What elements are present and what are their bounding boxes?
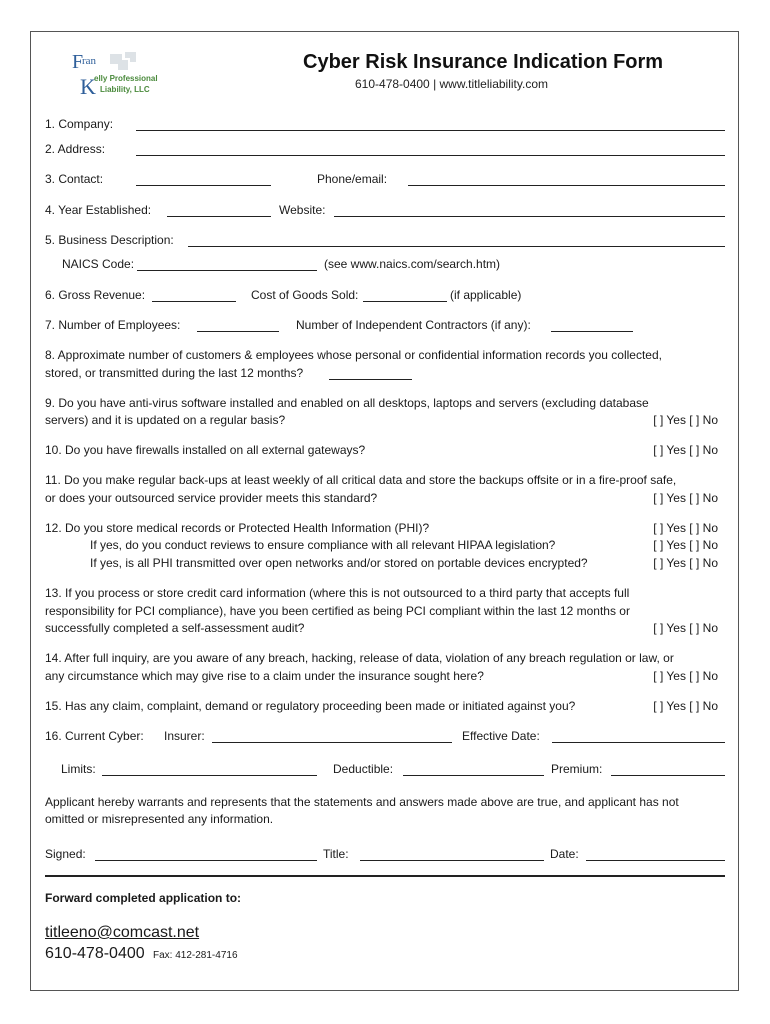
- q13-text-line3: successfully completed a self-assessment audit?: [45, 621, 305, 635]
- premium-field[interactable]: [611, 775, 725, 776]
- q14-text-line1: 14. After full inquiry, are you aware of any breach, hacking, release of data, violation of any breach regulation or law, or: [45, 651, 674, 665]
- title-field[interactable]: [360, 860, 544, 861]
- year-established-field[interactable]: [167, 216, 271, 217]
- employees-field[interactable]: [197, 331, 279, 332]
- q13-yes-no-checkboxes[interactable]: [ ] Yes [ ] No: [653, 621, 718, 635]
- form-title: Cyber Risk Insurance Indication Form: [303, 51, 664, 73]
- q9-text-line2: servers) and it is updated on a regular basis?: [45, 413, 286, 427]
- naics-field[interactable]: [137, 270, 317, 271]
- limits-label: Limits:: [61, 762, 96, 776]
- deductible-label: Deductible:: [333, 762, 394, 776]
- signed-field[interactable]: [95, 860, 317, 861]
- business-description-field[interactable]: [188, 246, 725, 247]
- naics-label: NAICS Code:: [62, 257, 135, 271]
- contact-phone: 610-478-0400: [45, 945, 145, 962]
- limits-field[interactable]: [102, 775, 317, 776]
- date-field[interactable]: [586, 860, 725, 861]
- q13-text-line2: responsibility for PCI compliance), have you been certified as being PCI compliant within the last 12 months or: [45, 604, 630, 618]
- contact-email-link[interactable]: titleeno@comcast.net: [45, 924, 200, 941]
- business-description-label: 5. Business Description:: [45, 233, 174, 247]
- svg-text:F: F: [72, 51, 84, 73]
- website-label: Website:: [279, 203, 326, 217]
- contact-fax: Fax: 412-281-4716: [153, 950, 238, 961]
- deductible-field[interactable]: [403, 775, 544, 776]
- q10-text: 10. Do you have firewalls installed on all external gateways?: [45, 443, 366, 457]
- phone-email-field[interactable]: [408, 185, 725, 186]
- premium-label: Premium:: [551, 762, 603, 776]
- date-label: Date:: [550, 847, 579, 861]
- contractors-field[interactable]: [551, 331, 633, 332]
- warranty-text-line2: omitted or misrepresented any information.: [45, 812, 274, 826]
- address-field[interactable]: [136, 155, 725, 156]
- svg-text:elly Professional: elly Professional: [94, 74, 158, 83]
- warranty-text-line1: Applicant hereby warrants and represents that the statements and answers made above are true, and applicant has not: [45, 795, 679, 809]
- q8-field[interactable]: [329, 379, 412, 380]
- q10-yes-no-checkboxes[interactable]: [ ] Yes [ ] No: [653, 443, 718, 457]
- cost-of-goods-label: Cost of Goods Sold:: [251, 288, 359, 302]
- header-contact-line: 610-478-0400 | www.titleliability.com: [355, 77, 548, 91]
- q12-yes-no-checkboxes[interactable]: [ ] Yes [ ] No: [653, 521, 718, 535]
- company-logo: [70, 50, 162, 98]
- q12a-yes-no-checkboxes[interactable]: [ ] Yes [ ] No: [653, 538, 718, 552]
- phone-email-label: Phone/email:: [317, 172, 388, 186]
- address-label: 2. Address:: [45, 142, 106, 156]
- q12a-text: If yes, do you conduct reviews to ensure compliance with all relevant HIPAA legislation?: [90, 538, 556, 552]
- gross-revenue-field[interactable]: [152, 301, 236, 302]
- effective-date-label: Effective Date:: [462, 729, 540, 743]
- q8-text-line1: 8. Approximate number of customers & employees whose personal or confidential information records you collected,: [45, 348, 662, 362]
- if-applicable-note: (if applicable): [450, 288, 522, 302]
- svg-text:ran: ran: [82, 55, 97, 67]
- q13-text-line1: 13. If you process or store credit card information (where this is not outsourced to a third party that accepts full: [45, 586, 630, 600]
- q14-yes-no-checkboxes[interactable]: [ ] Yes [ ] No: [653, 669, 718, 683]
- footer-divider: [45, 875, 725, 877]
- insurer-label: Insurer:: [164, 729, 205, 743]
- q15-text: 15. Has any claim, complaint, demand or regulatory proceeding been made or initiated against you?: [45, 699, 576, 713]
- title-label: Title:: [323, 847, 349, 861]
- q9-text-line1: 9. Do you have anti-virus software installed and enabled on all desktops, laptops and servers (excluding database: [45, 396, 649, 410]
- svg-text:K: K: [80, 74, 96, 98]
- contact-label: 3. Contact:: [45, 172, 104, 186]
- q11-yes-no-checkboxes[interactable]: [ ] Yes [ ] No: [653, 491, 718, 505]
- company-label: 1. Company:: [45, 117, 114, 131]
- employees-label: 7. Number of Employees:: [45, 318, 181, 332]
- q12-text: 12. Do you store medical records or Protected Health Information (PHI)?: [45, 521, 430, 535]
- q12b-yes-no-checkboxes[interactable]: [ ] Yes [ ] No: [653, 556, 718, 570]
- website-field[interactable]: [334, 216, 725, 217]
- q16-label: 16. Current Cyber:: [45, 729, 144, 743]
- q9-yes-no-checkboxes[interactable]: [ ] Yes [ ] No: [653, 413, 718, 427]
- contact-field[interactable]: [136, 185, 271, 186]
- q11-text-line2: or does your outsourced service provider meets this standard?: [45, 491, 378, 505]
- gross-revenue-label: 6. Gross Revenue:: [45, 288, 146, 302]
- insurer-field[interactable]: [212, 742, 452, 743]
- naics-note: (see www.naics.com/search.htm): [324, 257, 501, 271]
- effective-date-field[interactable]: [552, 742, 725, 743]
- q8-text-line2: stored, or transmitted during the last 12 months?: [45, 366, 304, 380]
- q11-text-line1: 11. Do you make regular back-ups at least weekly of all critical data and store the backups offsite or in a fire-proof safe,: [45, 473, 677, 487]
- company-field[interactable]: [136, 130, 725, 131]
- year-established-label: 4. Year Established:: [45, 203, 152, 217]
- q14-text-line2: any circumstance which may give rise to a claim under the insurance sought here?: [45, 669, 484, 683]
- contractors-label: Number of Independent Contractors (if any):: [296, 318, 531, 332]
- cost-of-goods-field[interactable]: [363, 301, 447, 302]
- forward-heading: Forward completed application to:: [45, 891, 242, 905]
- q12b-text: If yes, is all PHI transmitted over open networks and/or stored on portable devices encrypted?: [90, 556, 588, 570]
- svg-text:Liability, LLC: Liability, LLC: [100, 85, 150, 94]
- q15-yes-no-checkboxes[interactable]: [ ] Yes [ ] No: [653, 699, 718, 713]
- signed-label: Signed:: [45, 847, 86, 861]
